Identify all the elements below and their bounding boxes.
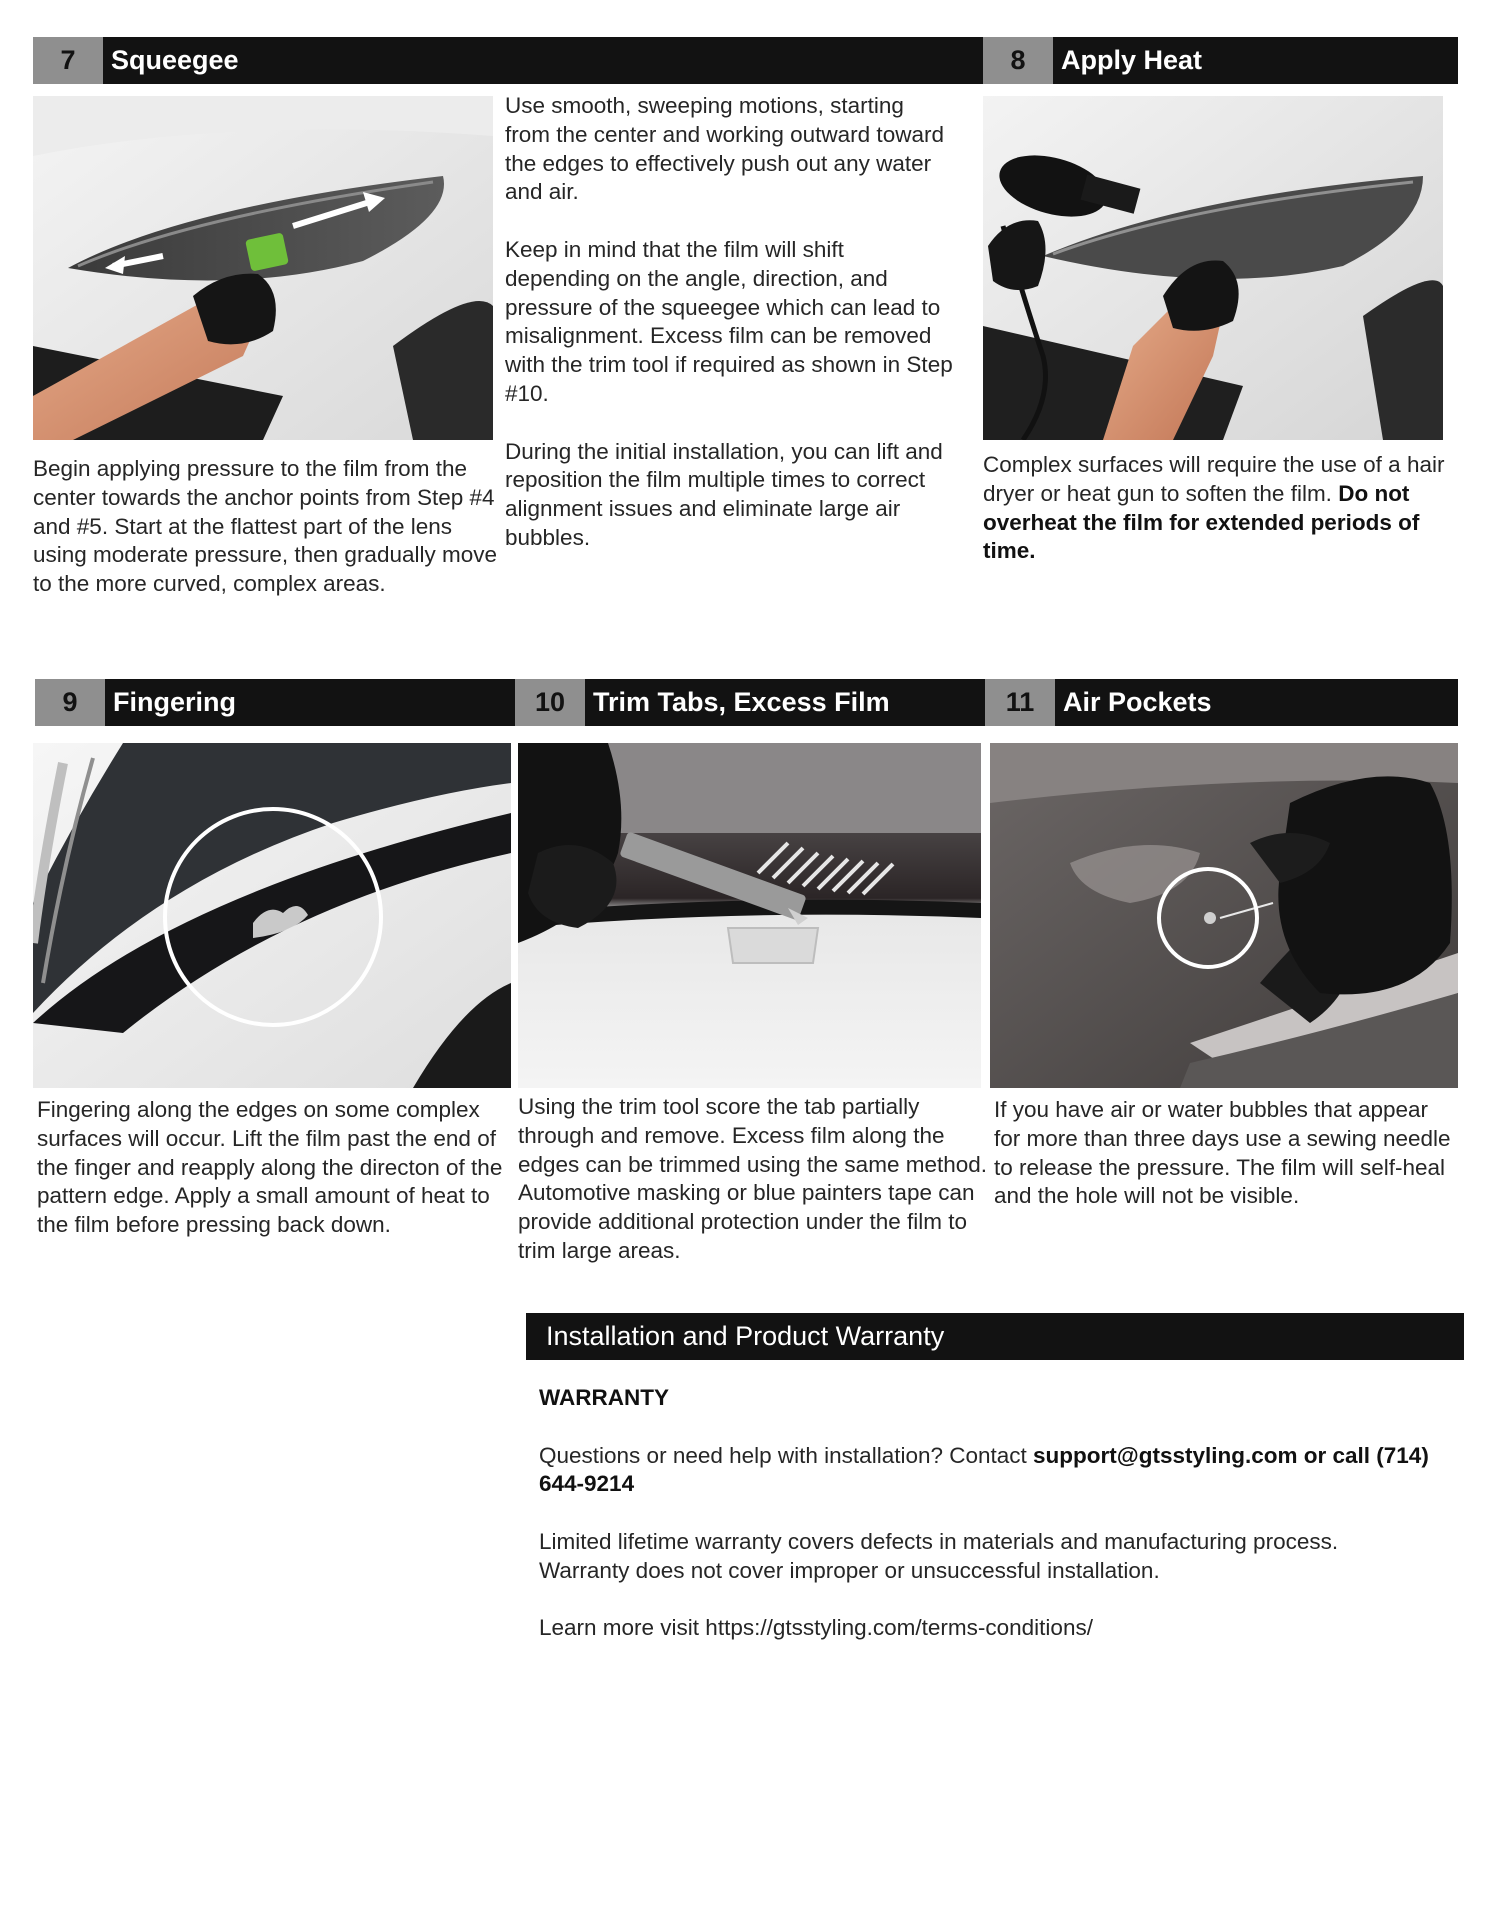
step10-header [515,679,985,726]
warranty-section [539,1384,1439,1643]
warranty-heading: WARRANTY [539,1385,669,1410]
support-contact[interactable]: support@gtsstyling.com or call (714) 644-9214 [539,1442,1429,1497]
warranty-contact: Questions or need help with installation? Contact support@gtsstyling.com or call (714) 644-9214 [539,1442,1429,1497]
step7-para2: Keep in mind that the film will shift depending on the angle, direction, and pressure of the squeegee which can lead to misalignment. Excess film can be removed with the trim tool if required as shown in Step #10. [505,236,953,406]
step8-header [983,37,1458,84]
warranty-coverage: Limited lifetime warranty covers defects in materials and manufacturing process. Warranty does not cover improper or unsuccessful installation. [539,1528,1339,1583]
step10-caption: Using the trim tool score the tab partially through and remove. Excess film along the edges can be trimmed using the same method. Automotive masking or blue painters tape can provide additional protection under the film to trim large areas. [518,1094,988,1263]
step9-number: 9 [35,679,105,726]
warranty-learn-more[interactable]: Learn more visit https://gtsstyling.com/terms-conditions/ [539,1615,1093,1641]
warranty-header: Installation and Product Warranty [526,1313,1464,1360]
step11-title: Air Pockets [1063,687,1212,717]
step7-para1: Use smooth, sweeping motions, starting from the center and working outward toward the edges to effectively push out any water and air. [505,93,944,205]
step9-title: Fingering [113,687,236,717]
step7-number: 7 [33,37,103,84]
step8-caption-plain: Complex surfaces will require the use of a hair dryer or heat gun to soften the film. [983,452,1445,506]
step8-title: Apply Heat [1061,45,1203,75]
step11-number: 11 [985,679,1055,726]
step7-title: Squeegee [111,45,239,75]
step8-number: 8 [983,37,1053,84]
step8-photo [983,96,1443,440]
step7-caption: Begin applying pressure to the film from the center towards the anchor points from Step #4 and #5. Start at the flattest part of the lens using moderate pressure, then gradually move to the more curved, complex areas. [33,456,498,597]
step7-header [33,37,983,84]
step7-instructions [505,92,955,553]
step11-header [985,679,1458,726]
step9-photo [33,743,511,1088]
step10-number: 10 [515,679,585,726]
step8-caption [983,451,1458,566]
step9-caption: Fingering along the edges on some complex surfaces will occur. Lift the film past the end of the finger and reapply along the directon of the pattern edge. Apply a small amount of heat to the film before pressing back down. [37,1097,503,1238]
step11-photo [990,743,1458,1088]
step9-header [35,679,515,726]
step7-para3: During the initial installation, you can lift and reposition the film multiple times to correct alignment issues and eliminate large air bubbles. [505,438,943,550]
step11-caption: If you have air or water bubbles that appear for more than three days use a sewing needle to release the pressure. The film will self-heal and the hole will not be visible. [994,1097,1451,1209]
step8-caption-bold: Do not overheat the film for extended periods of time. [983,480,1420,564]
step10-photo [518,743,981,1088]
step10-title: Trim Tabs, Excess Film [593,687,890,717]
step7-photo [33,96,493,440]
